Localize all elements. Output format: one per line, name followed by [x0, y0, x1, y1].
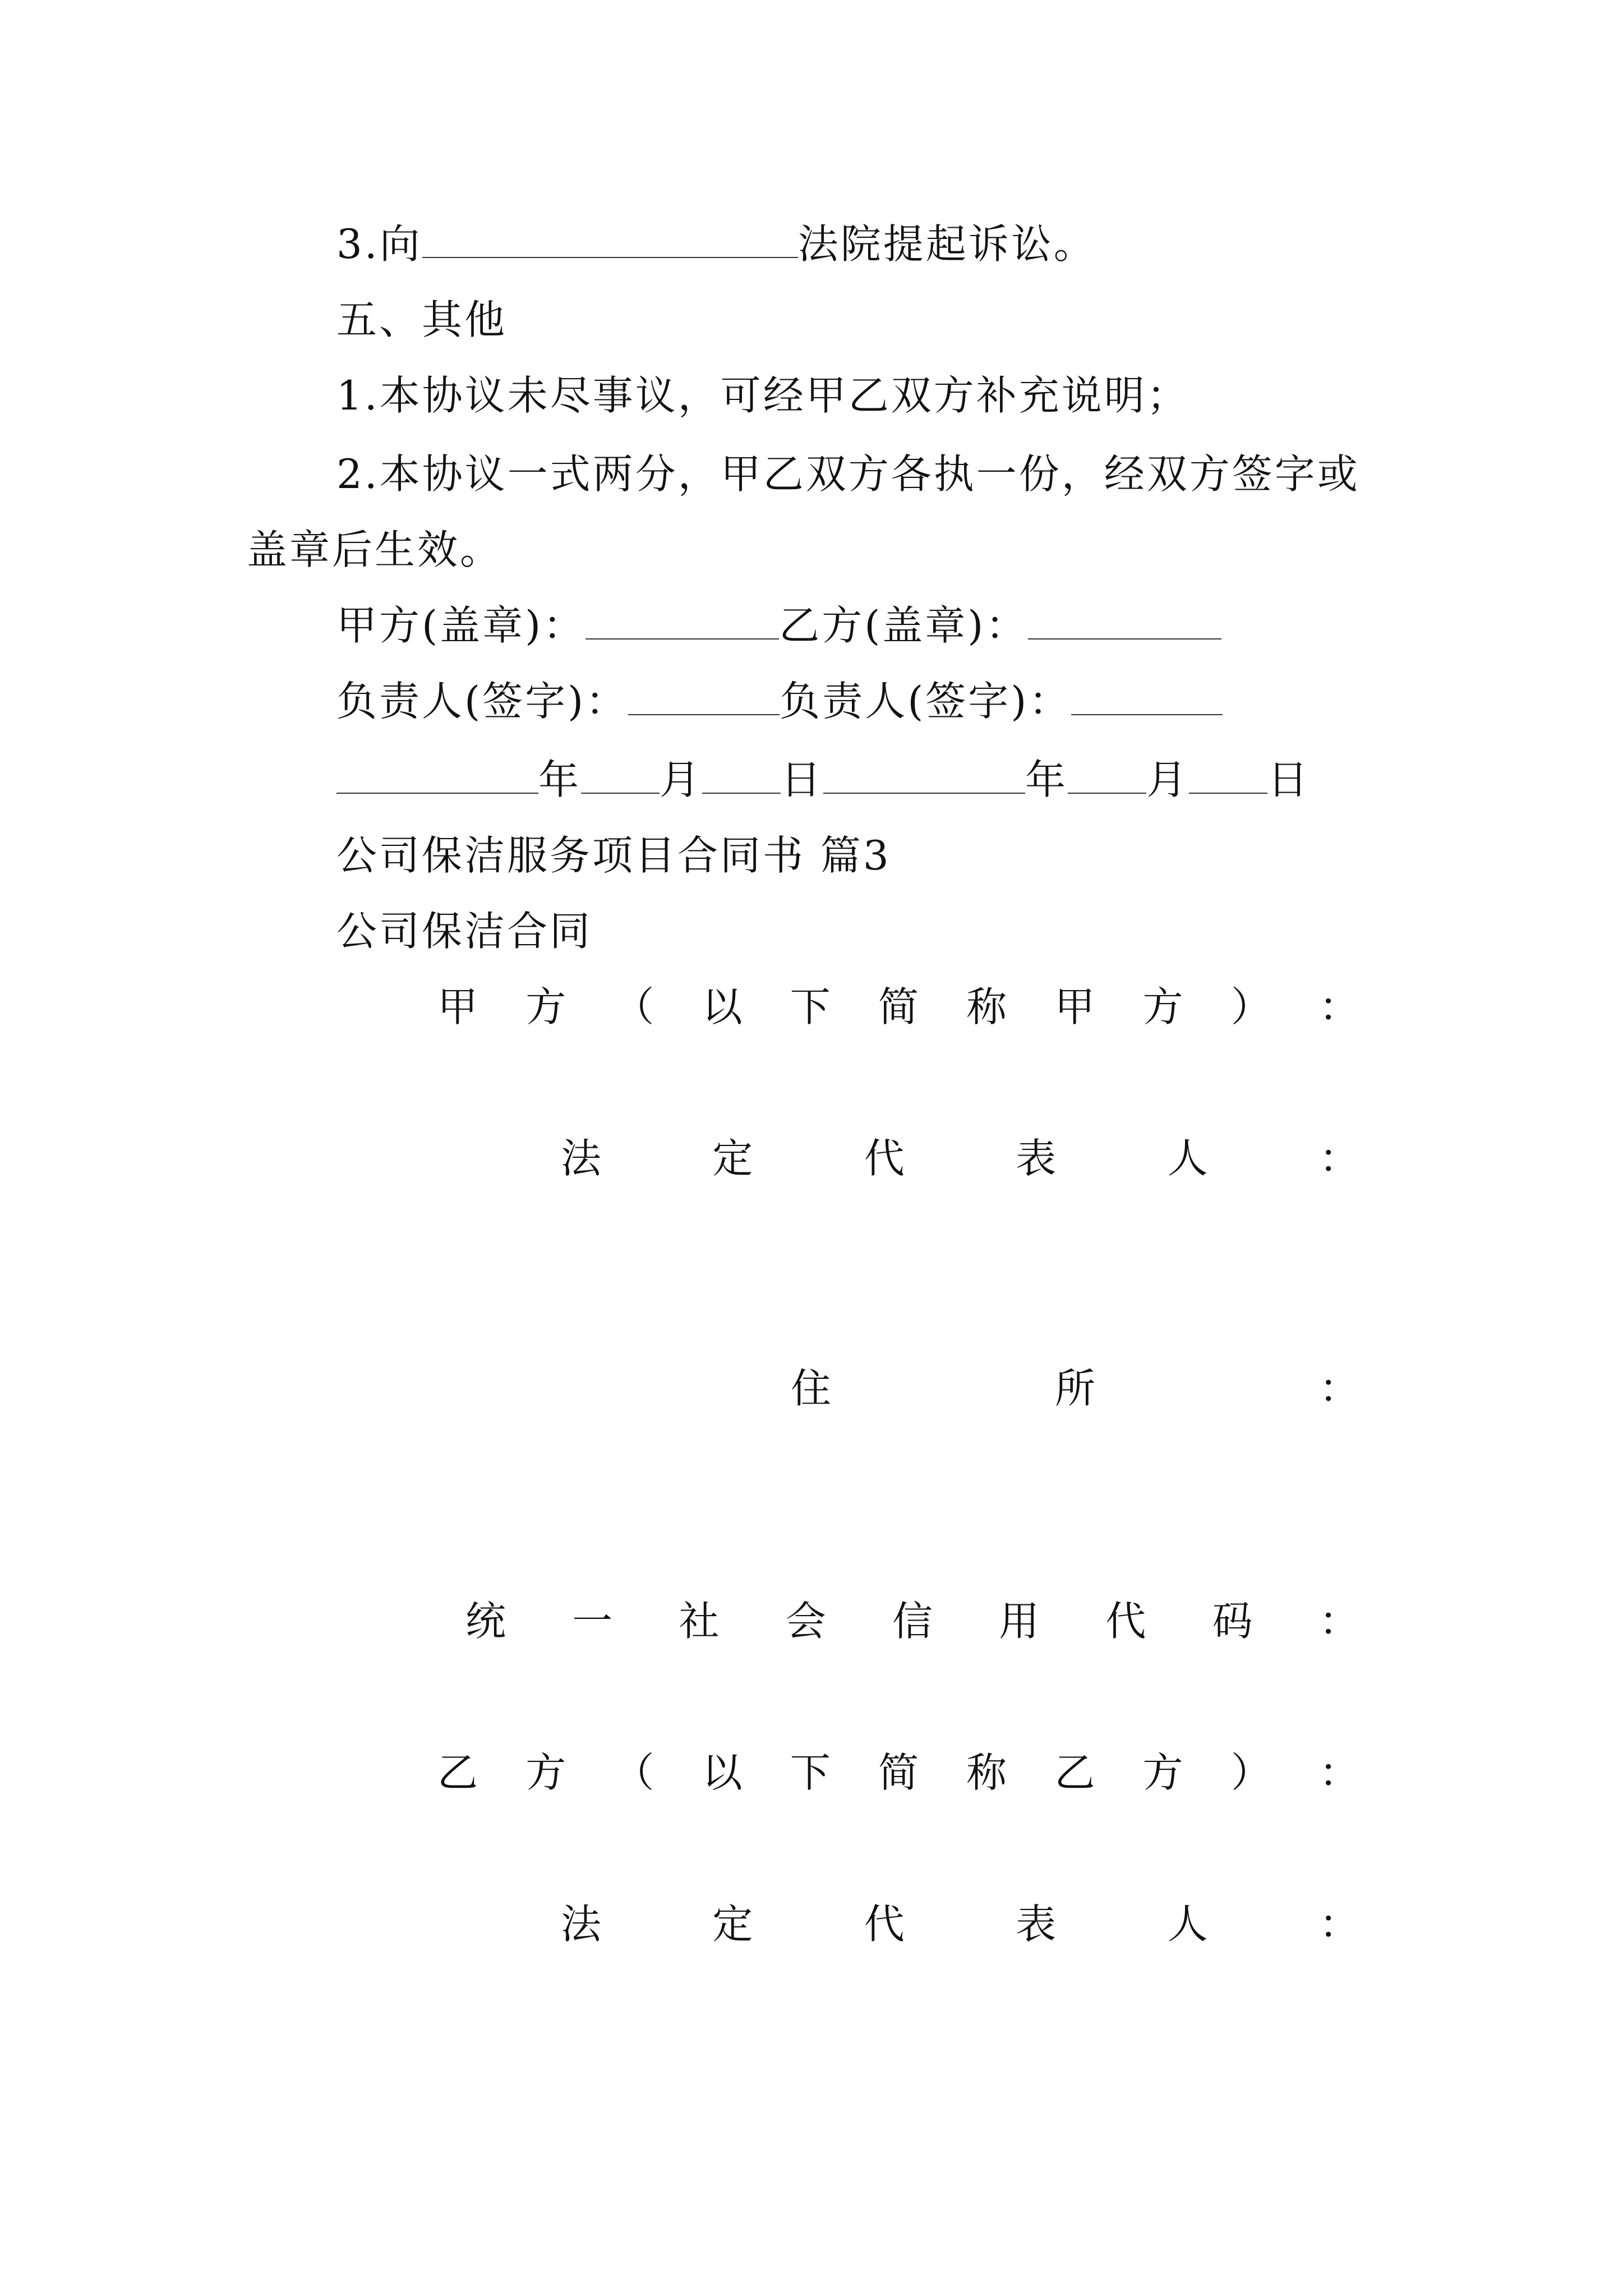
- date-b-day-label: 日: [1267, 756, 1311, 803]
- clause-copies: 2.本协议一式两分，甲乙双方各执一份，经双方签字或: [336, 450, 1360, 498]
- legal-rep-b-row-char: ：: [1318, 1901, 1359, 1948]
- party-a-row-char: 甲: [437, 983, 478, 1030]
- party-b-row: [437, 1745, 1359, 1801]
- party-a-row-char: 简: [878, 983, 919, 1030]
- address-row-char: 所: [1054, 1365, 1095, 1412]
- date-a-month-label: 月: [660, 756, 703, 803]
- credit-code-row-char: 统: [465, 1598, 506, 1645]
- party-a-row-char: （: [614, 983, 654, 1030]
- party-a-row-char: 方: [1142, 983, 1183, 1030]
- legal-rep-b-row-char: 定: [712, 1901, 753, 1948]
- party-b-row-char: 以: [702, 1749, 743, 1796]
- party-a-row-char: 以: [702, 983, 743, 1030]
- legal-rep-b-row: [561, 1896, 1359, 1952]
- party-b-row-char: 乙: [1054, 1749, 1095, 1796]
- clause-court-prefix: 3.向: [336, 220, 422, 268]
- legal-rep-a-row-char: 法: [561, 1135, 602, 1182]
- clause-copies-continued: 盖章后生效。: [247, 526, 503, 573]
- section-heading-other: 五、其他: [336, 296, 508, 343]
- party-b-row-char: 方: [525, 1749, 566, 1796]
- date-a-day-label: 日: [781, 756, 824, 803]
- credit-code-row-char: 信: [892, 1598, 933, 1645]
- representative-line: [336, 673, 1223, 729]
- credit-code-row-char: 码: [1212, 1598, 1253, 1645]
- date-b-month-label: 月: [1146, 756, 1189, 803]
- credit-code-row-char: 一: [572, 1598, 613, 1645]
- clause-supplement: 1.本协议未尽事议，可经甲乙双方补充说明；: [336, 372, 1189, 419]
- credit-code-row: [465, 1593, 1359, 1649]
- legal-rep-a-row-char: 定: [712, 1135, 753, 1182]
- date-b-month-blank[interactable]: [1068, 758, 1146, 794]
- party-a-seal-label: 甲方(盖章)：: [336, 602, 586, 649]
- party-b-seal-label: 乙方(盖章)：: [779, 602, 1029, 649]
- legal-rep-a-row-char: ：: [1318, 1135, 1359, 1182]
- party-b-row-char: 称: [966, 1749, 1007, 1796]
- rep-b-blank[interactable]: [1071, 679, 1223, 715]
- date-line: [336, 752, 1310, 808]
- credit-code-row-char: 用: [999, 1598, 1040, 1645]
- clause-court-line: [336, 216, 1096, 272]
- party-b-seal-blank[interactable]: [1028, 604, 1221, 639]
- address-row-char: ：: [1318, 1365, 1359, 1412]
- legal-rep-a-row-char: 人: [1167, 1135, 1208, 1182]
- party-b-row-char: 乙: [437, 1749, 478, 1796]
- legal-rep-b-row-char: 表: [1016, 1901, 1057, 1948]
- clause-court-suffix: 法院提起诉讼。: [797, 220, 1096, 268]
- party-b-row-char: 下: [790, 1749, 831, 1796]
- credit-code-row-char: 代: [1105, 1598, 1146, 1645]
- address-row-char: 住: [791, 1365, 832, 1412]
- date-a-month-blank[interactable]: [581, 758, 660, 794]
- party-b-row-char: 方: [1142, 1749, 1183, 1796]
- party-b-row-char: ）: [1230, 1749, 1271, 1796]
- date-a-day-blank[interactable]: [702, 758, 781, 794]
- date-b-year-blank[interactable]: [823, 758, 1025, 794]
- party-a-row-char: 方: [525, 983, 566, 1030]
- party-a-row-char: 甲: [1054, 983, 1095, 1030]
- legal-rep-b-row-char: 法: [561, 1901, 602, 1948]
- rep-a-label: 负责人(签字)：: [336, 678, 629, 725]
- date-b-year-label: 年: [1025, 756, 1068, 803]
- credit-code-row-char: 社: [679, 1598, 720, 1645]
- court-name-blank[interactable]: [422, 222, 798, 258]
- legal-rep-a-row: [561, 1130, 1359, 1186]
- party-b-row-char: （: [614, 1749, 654, 1796]
- legal-rep-a-row-char: 代: [864, 1135, 905, 1182]
- party-b-row-char: ：: [1318, 1749, 1359, 1796]
- credit-code-row-char: ：: [1318, 1598, 1359, 1645]
- legal-rep-a-row-char: 表: [1016, 1135, 1057, 1182]
- rep-b-label: 负责人(签字)：: [780, 678, 1072, 725]
- date-a-year-blank[interactable]: [336, 758, 538, 794]
- party-a-seal-blank[interactable]: [585, 604, 779, 639]
- party-a-row-char: 下: [790, 983, 831, 1030]
- address-row: [791, 1360, 1359, 1416]
- credit-code-row-char: 会: [785, 1598, 826, 1645]
- party-a-row-char: ）: [1230, 983, 1271, 1030]
- contract-title: 公司保洁合同: [336, 908, 593, 955]
- party-b-row-char: 简: [878, 1749, 919, 1796]
- date-a-year-label: 年: [538, 756, 582, 803]
- date-b-day-blank[interactable]: [1189, 758, 1267, 794]
- section-title: 公司保洁服务项目合同书 篇3: [336, 832, 891, 879]
- party-a-row-char: ：: [1318, 983, 1359, 1030]
- party-a-row-char: 称: [966, 983, 1007, 1030]
- rep-a-blank[interactable]: [628, 679, 780, 715]
- seal-line: [336, 597, 1221, 654]
- party-a-row: [437, 979, 1359, 1035]
- legal-rep-b-row-char: 人: [1167, 1901, 1208, 1948]
- legal-rep-b-row-char: 代: [864, 1901, 905, 1948]
